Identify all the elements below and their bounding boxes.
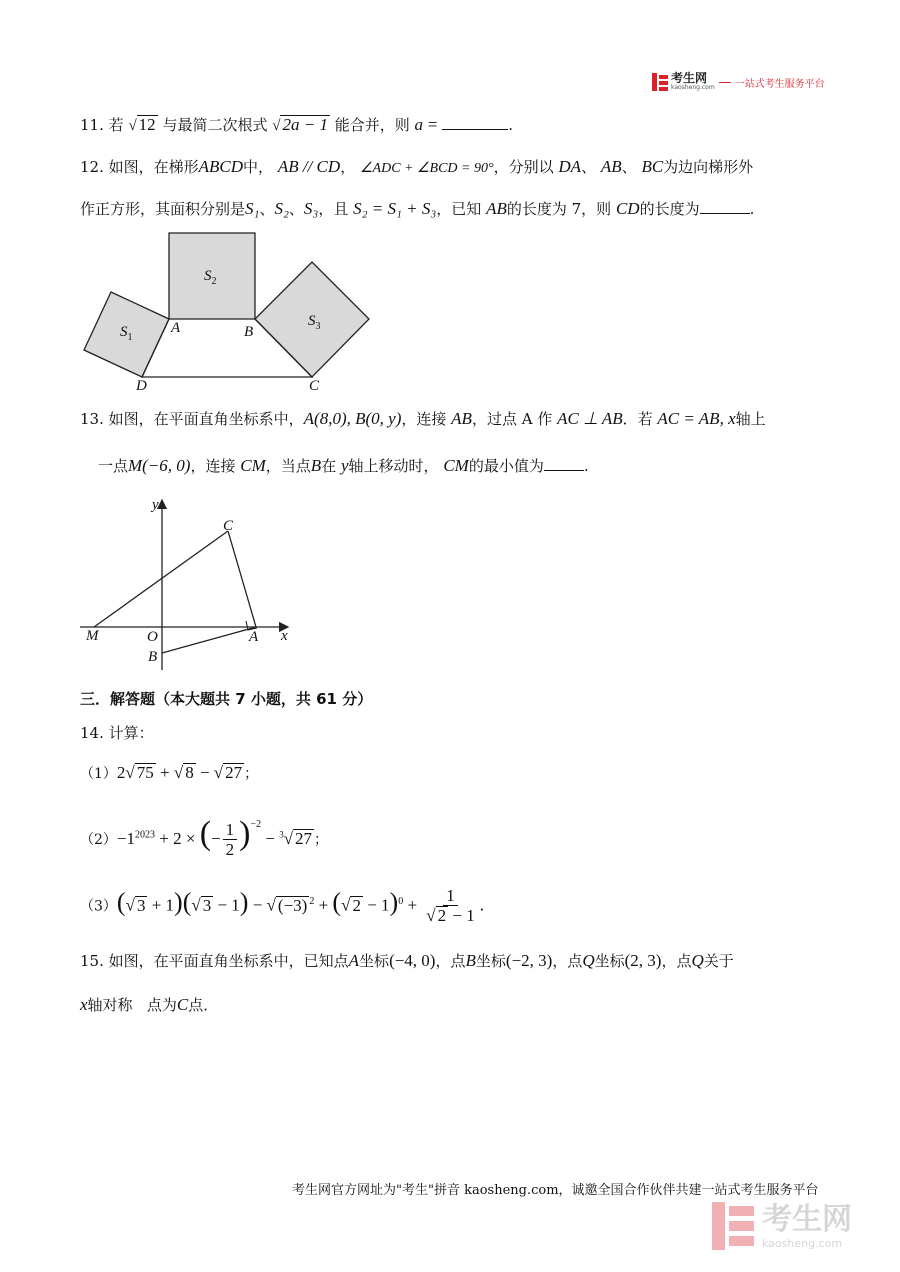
footer-text: 考生网官方网址为"考生"拼音 kaosheng.com，诚邀全国合作伙伴共建一站式考生服务平台 (292, 1183, 819, 1198)
answer-blank[interactable] (544, 454, 584, 471)
question-13-line-1: 13. 如图，在平面直角坐标系中，A(8,0), B(0, y)，连接 AB，过点 A 作 AC ⊥ AB．若 AC = AB, x轴上 (80, 409, 766, 428)
logo-sub: kaosheng.com (671, 84, 715, 91)
answer-blank[interactable] (700, 197, 750, 214)
label-s2: $S_2$ (204, 268, 217, 287)
question-number: 14. (80, 724, 104, 742)
question-14-part-2: $(2)-1^{2023} + 2$ × (− $\frac{1}{2}$ )$^{-2}$ − $^3$√ 27 ； (80, 815, 329, 859)
label-o: O (147, 629, 158, 645)
label-m: M (86, 628, 99, 644)
segment-ab (162, 627, 256, 653)
section-3-heading: 三．解答题（本大题共 7 小题，共 61 分） (80, 690, 373, 708)
watermark-icon (712, 1202, 754, 1250)
radical-2a-1: 2a − 1 (282, 115, 328, 134)
figure-13-coordinate (80, 494, 300, 674)
question-13-line-2: 一点M(−6, 0)，连接 CM，当点B在 y轴上移动时， CM的最小值为 . (98, 456, 589, 475)
label-b: B (244, 324, 254, 340)
fraction-1-over-root2-minus-1: $\frac{1}{√ 2 - 1}$ (426, 886, 475, 926)
logo-text: 考生网 (671, 71, 708, 85)
label-a: A (249, 629, 259, 645)
answer-blank[interactable] (442, 113, 508, 130)
label-c: C (223, 518, 234, 534)
logo-icon (652, 73, 668, 91)
fraction-one-half: $\frac{1}{2}$ (223, 821, 238, 860)
label-y: y (152, 497, 159, 513)
label-s3: $S_3$ (308, 313, 321, 332)
label-d: D (136, 378, 147, 394)
question-12-line-2: 作正方形，其面积分别是S₁、S₂、S₃，且 S₂ = S₁ + S₃，已知 AB的长度为 7，则 CD的长度为 . (80, 199, 755, 218)
segment-mc (94, 531, 228, 627)
header-logo[interactable] (652, 72, 825, 92)
watermark-sub: kaosheng.com (762, 1236, 843, 1250)
question-number: 15. (80, 952, 104, 970)
header-tagline: 一站式考生服务平台 (734, 78, 825, 90)
label-b: B (148, 649, 158, 665)
watermark-text: 考生网 (762, 1201, 852, 1237)
question-12-line-1: 12. 如图，在梯形ABCD中， AB // CD， ∠ADC + ∠BCD = 90°，分别以 DA、 AB、 BC为边向梯形外 (80, 157, 754, 176)
segment-ca (228, 531, 256, 627)
question-15-line-2: x轴对称 点为C点． (80, 995, 219, 1014)
question-14-part-3: （3）(√ 3 + 1)(√ 3 − 1) − √ (−3) $^2$ + (√ 2 − 1)$^0$ + $\frac{1}{√ 2 - 1}$ . (80, 886, 484, 926)
watermark-logo (712, 1202, 852, 1250)
question-14-part-1: （1）2√ 75 + √ 8 − √ 27 ； (80, 763, 259, 782)
question-number: 13. (80, 410, 104, 428)
question-number: 12. (80, 158, 104, 176)
question-11: 11. 若 √ 12 与最简二次根式 √ 2a − 1 能合并，则 a = . (80, 115, 513, 134)
label-a: A (171, 320, 181, 336)
question-15-line-1: 15. 如图，在平面直角坐标系中，已知点A坐标(−4, 0)，点B坐标(−2, 3)，点Q坐标(2, 3)，点Q关于 (80, 951, 734, 970)
question-14-label: 14. 计算： (80, 724, 154, 742)
label-x: x (281, 628, 288, 644)
radical-12: 12 (138, 115, 156, 134)
figure-12-trapezoid (78, 228, 378, 398)
question-number: 11. (80, 116, 104, 134)
label-c: C (309, 378, 320, 394)
label-s1: $S_1$ (120, 324, 133, 343)
